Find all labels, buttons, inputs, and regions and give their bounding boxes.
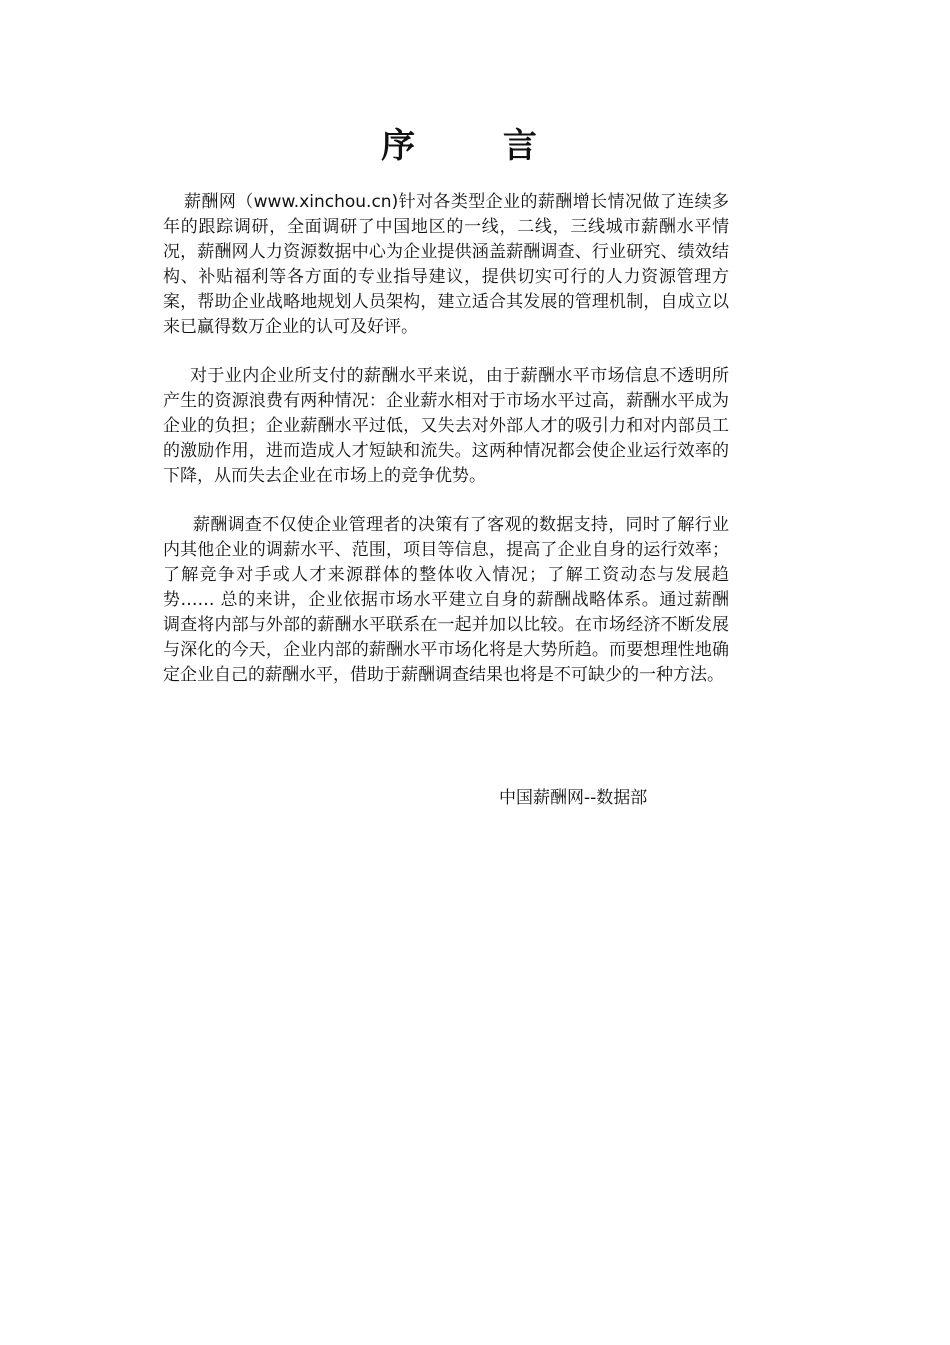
paragraph-salary-levels: 对于业内企业所支付的薪酬水平来说，由于薪酬水平市场信息不透明所产生的资源浪费有两种情况：企业薪水相对于市场水平过高，薪酬水平成为企业的负担；企业薪酬水平过低，又失去对外部人才的吸引力和对内部员工的激励作用，进而造成人才短缺和流失。这两种情况都会使企业运行效率的下降，从而失去企业在市场上的竞争优势。 bbox=[163, 366, 729, 486]
paragraph-intro: 薪酬网（www.xinchou.cn)针对各类型企业的薪酬增长情况做了连续多年的跟踪调研，全面调研了中国地区的一线，二线，三线城市薪酬水平情况，薪酬网人力资源数据中心为企业提供涵盖薪酬调查、行业研究、绩效结构、补贴福利等各方面的专业指导建议，提供切实可行的人力资源管理方案，帮助企业战略地规划人员架构，建立适合其发展的管理机制，自成立以来已赢得数万企业的认可及好评。 bbox=[163, 192, 729, 337]
paragraph-salary-survey: 薪酬调查不仅使企业管理者的决策有了客观的数据支持，同时了解行业内其他企业的调薪水平、范围，项目等信息，提高了企业自身的运行效率；了解竞争对手或人才来源群体的整体收入情况；了解工资动态与发展趋势…… 总的来讲，企业依据市场水平建立自身的薪酬战略体系。通过薪酬调查将内部与外部的薪酬水平联系在一起并加以比较。在市场经济不断发展与深化的今天，企业内部的薪酬水平市场化将是大势所趋。而要想理性地确定企业自己的薪酬水平，借助于薪酬调查结果也将是不可缺少的一种方法。 bbox=[163, 515, 729, 685]
signature: 中国薪酬网--数据部 bbox=[499, 788, 648, 808]
page-title: 序 言 bbox=[381, 126, 575, 166]
document-body bbox=[163, 190, 729, 712]
